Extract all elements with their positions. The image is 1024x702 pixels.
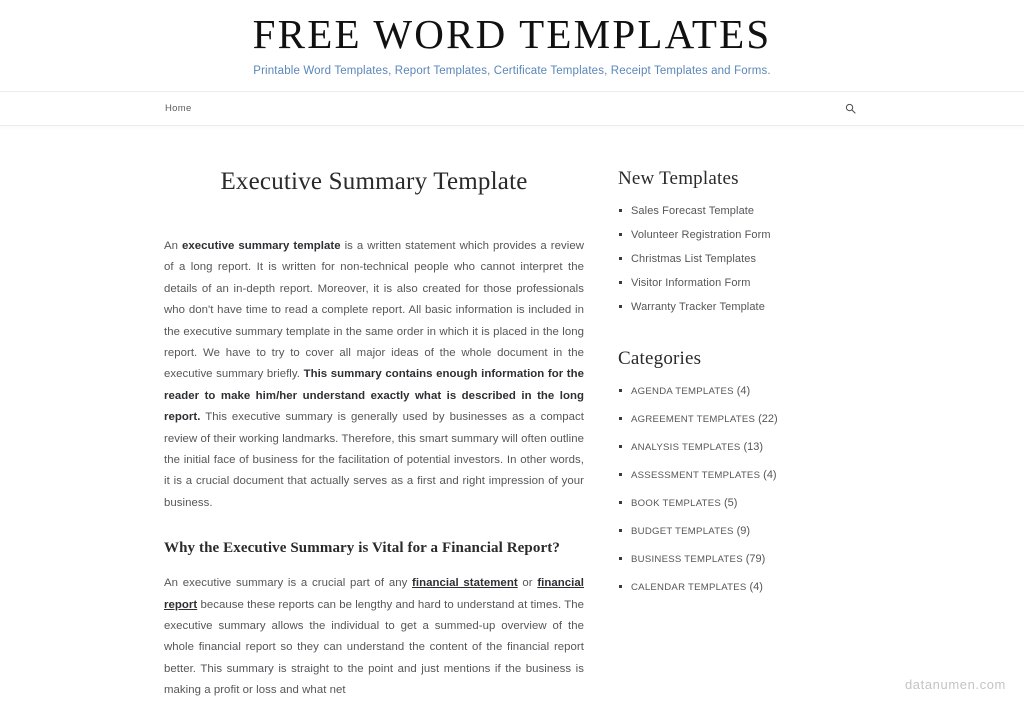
category-link[interactable]: BOOK TEMPLATES — [631, 497, 722, 509]
link-financial-statement[interactable]: financial statement — [412, 577, 518, 590]
paragraph-1-bold-term: executive summary template — [182, 239, 341, 252]
list-item — [618, 524, 900, 539]
paragraph-1-bold-sentence: This summary contains enough information for the reader to make him/her understand exactly what is described in the long report. — [164, 368, 585, 424]
category-link[interactable]: ANALYSIS TEMPLATES — [631, 441, 741, 453]
category-count: (13) — [743, 440, 764, 453]
article-content — [0, 168, 600, 702]
list-item — [618, 228, 900, 242]
site-title: FREE WORD TEMPLATES — [252, 11, 772, 57]
paragraph-1-prefix: An — [164, 239, 183, 252]
main-navigation — [0, 91, 1024, 126]
page-title: Executive Summary Template — [220, 167, 528, 195]
list-item — [618, 384, 900, 399]
site-tagline: Printable Word Templates, Report Templates, Certificate Templates, Receipt Templates and Forms. — [253, 64, 771, 77]
sidebar — [600, 168, 900, 702]
list-item — [618, 252, 900, 266]
new-template-link[interactable]: Volunteer Registration Form — [631, 228, 771, 241]
paragraph-1-suffix: This executive summary is generally used by businesses as a compact review of their working landmarks. Therefore, this smart summary will often outline the initial face of business for the facilitation of potential investors. In other words, it is a crucial document that actually serves as a first and right impression of your business. — [164, 411, 584, 509]
list-item — [618, 440, 900, 455]
list-item — [618, 204, 900, 218]
category-count: (4) — [749, 580, 763, 593]
list-item — [618, 300, 900, 314]
list-item — [618, 496, 900, 511]
category-link[interactable]: ASSESSMENT TEMPLATES — [631, 469, 761, 481]
nav-inner — [0, 99, 1024, 117]
widget-categories — [618, 348, 900, 595]
watermark: datanumen.com — [904, 676, 1006, 692]
categories-list — [618, 384, 900, 595]
category-count: (4) — [736, 384, 751, 397]
category-count: (4) — [763, 468, 777, 481]
search-icon — [845, 103, 856, 114]
list-item — [618, 552, 900, 567]
widget-title-new-templates: New Templates — [618, 167, 739, 189]
new-templates-list — [618, 204, 900, 314]
nav-item-home[interactable]: Home — [165, 102, 192, 114]
search-button[interactable] — [841, 99, 859, 117]
article-subheading: Why the Executive Summary is Vital for a Financial Report? — [164, 540, 560, 557]
category-count: (22) — [758, 412, 778, 425]
widget-new-templates — [618, 168, 900, 314]
category-count: (79) — [745, 552, 766, 565]
list-item — [618, 276, 900, 290]
category-count: (5) — [723, 496, 738, 509]
category-link[interactable]: BUSINESS TEMPLATES — [631, 553, 743, 565]
category-link[interactable]: AGENDA TEMPLATES — [631, 385, 734, 397]
page-body — [0, 130, 1024, 702]
paragraph-1-middle: is a written statement which provides a review of a long report. It is written for non-technical people who cannot interpret the details of an in-depth report. Moreover, it is also created for those professionals who don't have time to read a complete report. All basic information is included in the executive summary template in the same order in which it is placed in the long report. We have to try to cover all major ideas of the whole document in the executive summary briefly. — [164, 239, 584, 381]
category-link[interactable]: BUDGET TEMPLATES — [631, 525, 734, 537]
list-item — [618, 412, 900, 427]
widget-title-categories: Categories — [618, 347, 702, 369]
category-count: (9) — [736, 524, 751, 537]
new-template-link[interactable]: Sales Forecast Template — [631, 204, 755, 217]
new-template-link[interactable]: Christmas List Templates — [631, 252, 757, 265]
paragraph-2-prefix: An executive summary is a crucial part of any — [164, 577, 413, 590]
list-item — [618, 468, 900, 483]
new-template-link[interactable]: Visitor Information Form — [631, 276, 751, 289]
new-template-link[interactable]: Warranty Tracker Template — [631, 300, 765, 313]
list-item — [618, 580, 900, 595]
link-financial-report[interactable]: financial report — [164, 577, 584, 611]
nav-links — [165, 103, 192, 114]
site-masthead — [0, 0, 1024, 91]
category-link[interactable]: AGREEMENT TEMPLATES — [631, 413, 756, 425]
article-paragraph-1 — [164, 236, 584, 514]
paragraph-2-suffix: because these reports can be lengthy and hard to understand at times. The executive summary allows the individual to get a summed-up overview of the whole financial report so they can understand the content of the financial report better. This summary is straight to the point and just mentions if the business is making a profit or loss and what net — [164, 598, 584, 697]
article-paragraph-2 — [164, 573, 584, 701]
category-link[interactable]: CALENDAR TEMPLATES — [631, 581, 747, 593]
paragraph-2-conjunction: or — [517, 577, 538, 590]
